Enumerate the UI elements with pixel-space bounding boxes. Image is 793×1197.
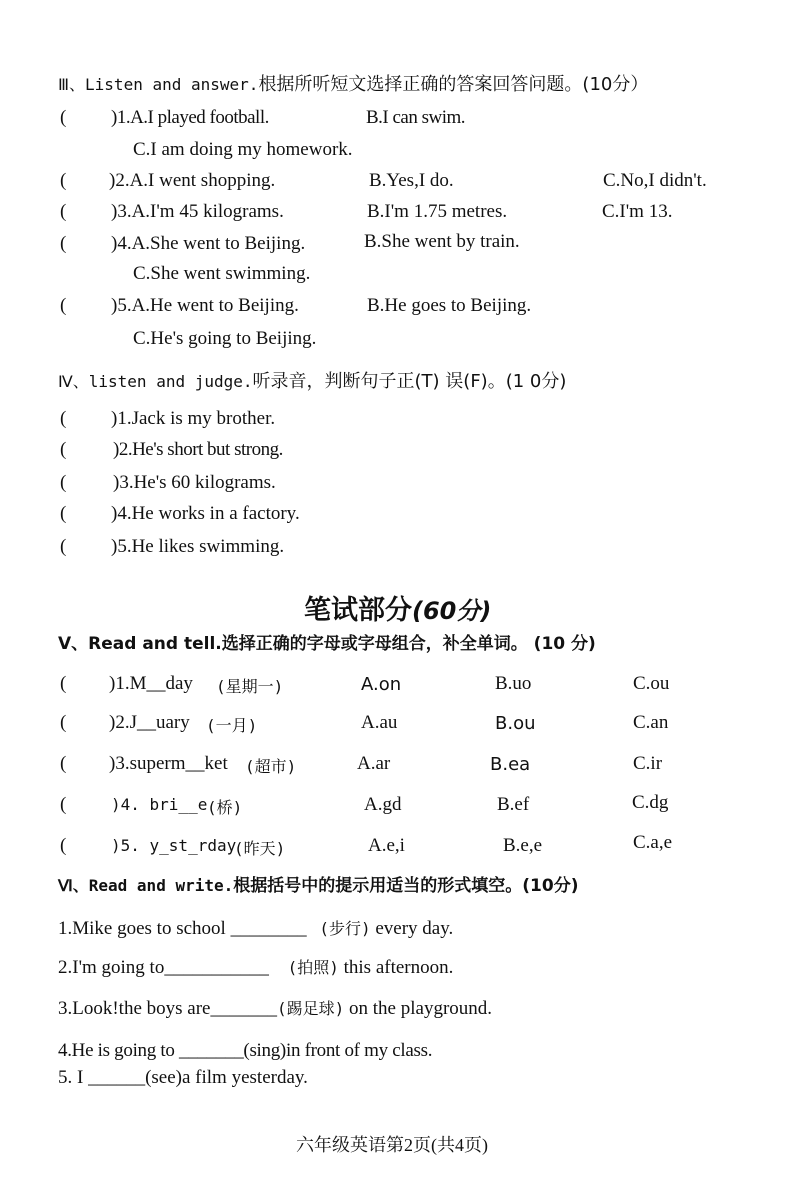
q3-3-option-b: B.I'm 1.75 metres. bbox=[367, 201, 508, 222]
fill-2-hint: (拍照) bbox=[287, 958, 339, 977]
q4-3-paren: ( bbox=[60, 472, 67, 493]
fill-3-text: 3.Look!the boys are_______ bbox=[58, 998, 277, 1019]
q4-4-paren: ( bbox=[60, 503, 67, 524]
q3-5-option-b: B.He goes to Beijing. bbox=[367, 295, 532, 316]
q4-5-text: )5.He likes swimming. bbox=[111, 536, 285, 557]
fill-1-tail: every day. bbox=[375, 918, 454, 939]
q3-4-option-c: C.She went swimming. bbox=[133, 263, 311, 284]
fill-2-tail: this afternoon. bbox=[343, 957, 454, 978]
q4-1-text: )1.Jack is my brother. bbox=[111, 408, 276, 429]
q3-2-paren: ( bbox=[60, 170, 67, 191]
fill-3-tail: on the playground. bbox=[349, 998, 493, 1019]
page-footer: 六年级英语第2页(共4页) bbox=[296, 1135, 488, 1155]
q5-4-hint: (桥) bbox=[207, 798, 243, 817]
q4-2-paren: ( bbox=[60, 439, 67, 460]
q3-1-stem: )1.A.I played football. bbox=[111, 107, 269, 128]
q5-5-stem: )5. y_st_rday bbox=[111, 836, 237, 855]
q5-5-option-a: A.e,i bbox=[368, 835, 405, 856]
section3-heading-cn: 根据所听短文选择正确的答案回答问题。(10分） bbox=[258, 74, 649, 95]
q3-3-stem: )3.A.I'm 45 kilograms. bbox=[111, 201, 284, 222]
q5-4-paren: ( bbox=[60, 794, 67, 815]
q5-1-option-c: C.ou bbox=[633, 673, 670, 694]
q5-3-option-b: B.ea bbox=[490, 754, 531, 775]
fill-sentence-1 bbox=[58, 916, 453, 940]
q3-4-option-b: B.She went by train. bbox=[364, 231, 520, 252]
fill-sentence-2 bbox=[58, 955, 453, 979]
fill-sentence-5: 5. I ______(see)a film yesterday. bbox=[58, 1067, 308, 1088]
section4-heading-cn: 听录音，判断句子正(T) 误(F)。(1 0分) bbox=[252, 371, 567, 392]
q5-4-option-a: A.gd bbox=[364, 794, 402, 815]
q4-5-paren: ( bbox=[60, 536, 67, 557]
fill-1-text: 1.Mike goes to school ________ bbox=[58, 918, 307, 939]
q5-1-stem: )1.M__day bbox=[109, 673, 193, 694]
q3-1-paren: ( bbox=[60, 107, 67, 128]
q4-2-text: )2.He's short but strong. bbox=[113, 439, 283, 460]
q5-3-stem: )3.superm__ket bbox=[109, 753, 228, 774]
q5-1-option-b: B.uo bbox=[495, 673, 532, 694]
q5-1-option-a: A.on bbox=[361, 674, 402, 695]
section5-heading: V、Read and tell.选择正确的字母或字母组合，补全单词。 (10 分) bbox=[58, 634, 596, 654]
q3-2-option-b: B.Yes,I do. bbox=[369, 170, 454, 191]
q3-2-option-c: C.No,I didn't. bbox=[603, 170, 707, 191]
fill-1-hint: (步行) bbox=[319, 919, 371, 938]
q5-3-option-c: C.ir bbox=[633, 753, 663, 774]
q5-5-hint: (昨天) bbox=[234, 839, 286, 858]
written-part-title bbox=[304, 588, 491, 627]
section6-heading-cn: 根据括号中的提示用适当的形式填空。(10分) bbox=[233, 876, 579, 896]
q4-1-paren: ( bbox=[60, 408, 67, 429]
section3-heading-prefix: Ⅲ、Listen and answer. bbox=[58, 75, 259, 94]
q5-2-paren: ( bbox=[60, 712, 67, 733]
q5-1-hint: (星期一) bbox=[216, 677, 284, 696]
fill-3-hint: (踢足球) bbox=[276, 999, 345, 1018]
written-title-score: (60分) bbox=[412, 597, 492, 625]
q5-4-stem: )4. bri__e bbox=[111, 795, 208, 814]
fill-sentence-3 bbox=[58, 996, 492, 1020]
q5-3-hint: (超市) bbox=[245, 757, 297, 776]
q5-5-paren: ( bbox=[60, 835, 67, 856]
q3-2-stem: )2.A.I went shopping. bbox=[109, 170, 276, 191]
q5-3-option-a: A.ar bbox=[357, 753, 391, 774]
q3-3-paren: ( bbox=[60, 201, 67, 222]
q5-2-option-c: C.an bbox=[633, 712, 669, 733]
q3-5-option-c: C.He's going to Beijing. bbox=[133, 328, 317, 349]
q5-2-hint: (一月) bbox=[206, 716, 258, 735]
q5-4-option-b: B.ef bbox=[497, 794, 530, 815]
fill-2-text: 2.I'm going to___________ bbox=[58, 957, 269, 978]
q3-1-option-c: C.I am doing my homework. bbox=[133, 139, 353, 160]
q5-4-option-c: C.dg bbox=[632, 792, 669, 813]
section4-heading bbox=[58, 367, 566, 393]
q3-5-paren: ( bbox=[60, 295, 67, 316]
q4-4-text: )4.He works in a factory. bbox=[111, 503, 300, 524]
section4-heading-prefix: Ⅳ、listen and judge. bbox=[58, 372, 253, 391]
q4-3-text: )3.He's 60 kilograms. bbox=[113, 472, 276, 493]
q3-3-option-c: C.I'm 13. bbox=[602, 201, 673, 222]
q5-2-option-a: A.au bbox=[361, 712, 398, 733]
fill-sentence-4: 4.He is going to _______(sing)in front of my class. bbox=[58, 1040, 433, 1061]
q5-2-stem: )2.J__uary bbox=[109, 712, 190, 733]
q5-1-paren: ( bbox=[60, 673, 67, 694]
q5-2-option-b: B.ou bbox=[495, 713, 536, 734]
q3-5-stem: )5.A.He went to Beijing. bbox=[111, 295, 299, 316]
q3-4-paren: ( bbox=[60, 233, 67, 254]
q5-5-option-c: C.a,e bbox=[633, 832, 673, 853]
q3-4-stem: )4.A.She went to Beijing. bbox=[111, 233, 306, 254]
q5-3-paren: ( bbox=[60, 753, 67, 774]
q3-1-option-b: B.I can swim. bbox=[366, 107, 466, 128]
written-title-cn: 笔试部分 bbox=[304, 595, 412, 626]
section6-heading-prefix: Ⅵ、Read and write. bbox=[58, 876, 234, 895]
q5-5-option-b: B.e,e bbox=[503, 835, 543, 856]
section6-heading bbox=[58, 871, 578, 896]
section3-heading bbox=[58, 70, 648, 96]
